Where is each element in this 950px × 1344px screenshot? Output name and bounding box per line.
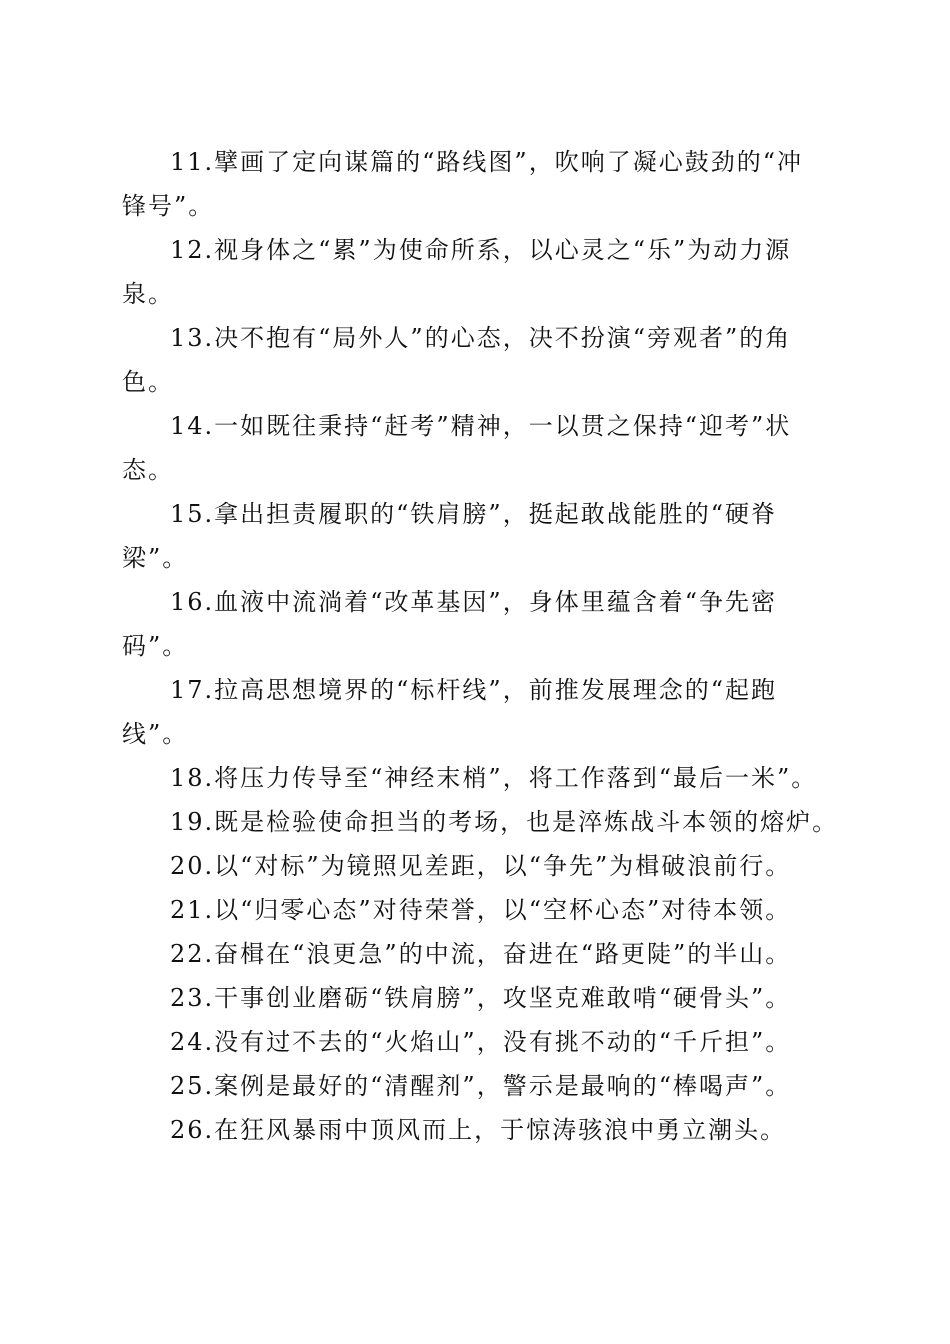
list-item: [122, 404, 836, 492]
paragraph-line: 锋号”。: [122, 192, 215, 220]
paragraph-line: 16.血液中流淌着“改革基因”，身体里蕴含着“争先密: [170, 588, 777, 616]
list-item: 24.没有过不去的“火焰山”，没有挑不动的“千斤担”。: [170, 1028, 792, 1056]
list-item: 20.以“对标”为镜照见差距，以“争先”为楫破浪前行。: [170, 852, 792, 880]
paragraph-line: 13.决不抱有“局外人”的心态，决不扮演“旁观者”的角: [170, 324, 792, 352]
paragraph-line: 码”。: [122, 632, 189, 660]
list-item: 25.案例是最好的“清醒剂”，警示是最响的“棒喝声”。: [170, 1072, 792, 1100]
list-item: 19.既是检验使命担当的考场，也是淬炼战斗本领的熔炉。: [170, 808, 839, 836]
paragraph-line: 泉。: [122, 280, 174, 308]
document-body: [122, 140, 839, 1152]
paragraph-line: 梁”。: [122, 544, 189, 572]
list-item: [122, 316, 836, 404]
paragraph-line: 15.拿出担责履职的“铁肩膀”，挺起敢战能胜的“硬脊: [170, 500, 777, 528]
paragraph-line: 态。: [122, 456, 174, 484]
paragraph-line: 线”。: [122, 720, 189, 748]
list-item: [122, 492, 836, 580]
list-item: [122, 140, 836, 228]
list-item: [122, 228, 836, 316]
list-item: 26.在狂风暴雨中顶风而上，于惊涛骇浪中勇立潮头。: [170, 1116, 787, 1144]
paragraph-line: 色。: [122, 368, 174, 396]
list-item: [122, 580, 836, 668]
list-item: 21.以“归零心态”对待荣誉，以“空杯心态”对待本领。: [170, 896, 792, 924]
list-item: 18.将压力传导至“神经末梢”，将工作落到“最后一米”。: [170, 764, 818, 792]
list-item: [122, 668, 836, 756]
list-item: 22.奋楫在“浪更急”的中流，奋进在“路更陡”的半山。: [170, 940, 792, 968]
paragraph-line: 14.一如既往秉持“赶考”精神，一以贯之保持“迎考”状: [170, 412, 792, 440]
list-item: 23.干事创业磨砺“铁肩膀”，攻坚克难敢啃“硬骨头”。: [170, 984, 792, 1012]
paragraph-line: 11.擘画了定向谋篇的“路线图”，吹响了凝心鼓劲的“冲: [170, 148, 803, 176]
paragraph-line: 12.视身体之“累”为使命所系，以心灵之“乐”为动力源: [170, 236, 792, 264]
paragraph-line: 17.拉高思想境界的“标杆线”，前推发展理念的“起跑: [170, 676, 777, 704]
